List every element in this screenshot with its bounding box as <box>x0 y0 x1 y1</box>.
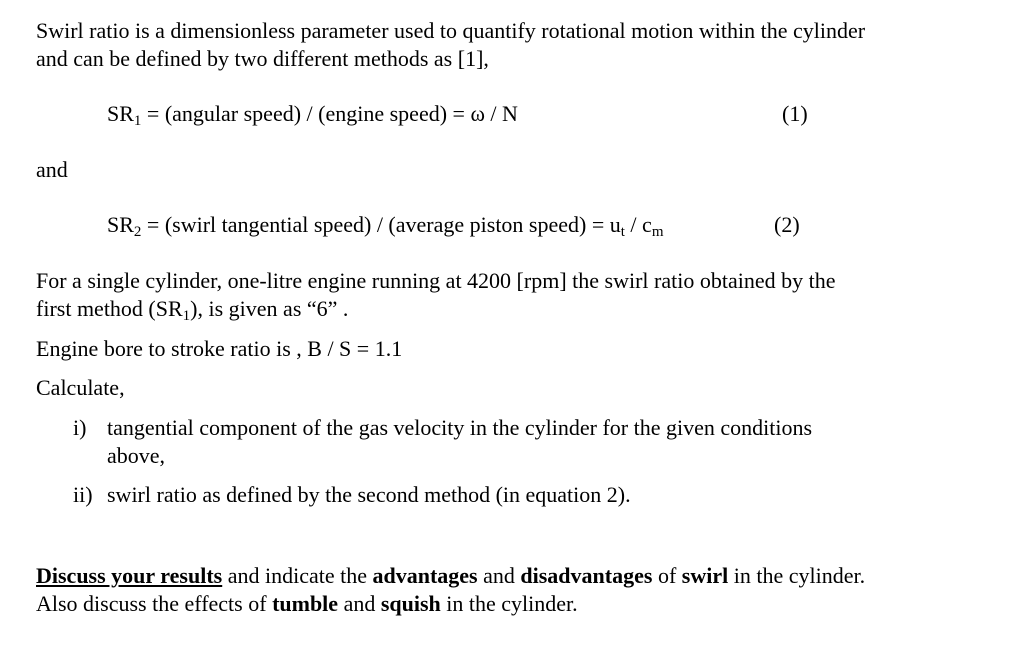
discuss-results-emphasis: Discuss your results <box>36 563 223 588</box>
task-ii-line-1: swirl ratio as defined by the second method (in equation 2). <box>107 482 631 507</box>
intro-line-1: Swirl ratio is a dimensionless parameter used to quantify rotational motion within the cylinder <box>36 18 866 43</box>
eq1-sub: 1 <box>133 113 142 129</box>
task-i-line-2: above, <box>107 443 166 468</box>
discussion-line-1 <box>36 563 865 589</box>
discussion-text-1: and indicate the <box>222 563 373 588</box>
discussion-text-3: of <box>652 563 682 588</box>
equation-2 <box>107 212 663 241</box>
equation-1 <box>107 101 518 130</box>
eq1-body: = (angular speed) / (engine speed) = <box>141 101 471 126</box>
discussion-text-5: Also discuss the effects of <box>36 591 273 616</box>
eq2-body: = (swirl tangential speed) / (average piston speed) = <box>141 212 610 237</box>
swirl-emphasis: swirl <box>681 563 729 588</box>
discussion-text-2: and <box>477 563 521 588</box>
discussion-line-2 <box>36 591 578 617</box>
eq1-rhs: ω / N <box>470 101 518 126</box>
eq2-rhs-u-sub: t <box>620 224 625 240</box>
squish-emphasis: squish <box>380 591 441 616</box>
equation-2-number: (2) <box>774 212 800 237</box>
eq1-prefix: SR <box>107 101 134 126</box>
task-i-marker: i) <box>73 415 87 440</box>
eq2-rhs-u: u <box>609 212 621 237</box>
and-word: and <box>36 157 68 182</box>
problem-line-2a: first method (SR <box>36 296 183 321</box>
disadvantages-emphasis: disadvantages <box>520 563 653 588</box>
problem-line-1: For a single cylinder, one-litre engine running at 4200 [rpm] the swirl ratio obtained by the <box>36 268 836 293</box>
eq2-sub: 2 <box>133 224 142 240</box>
advantages-emphasis: advantages <box>372 563 478 588</box>
equation-1-number: (1) <box>782 101 808 126</box>
intro-line-2: and can be defined by two different methods as [1], <box>36 46 489 71</box>
problem-line-2b: ), is given as “6” . <box>190 296 349 321</box>
calculate-heading: Calculate, <box>36 375 125 400</box>
eq2-prefix: SR <box>107 212 134 237</box>
task-ii-marker: ii) <box>73 482 93 507</box>
eq2-rhs-c: / c <box>624 212 652 237</box>
task-i-line-1: tangential component of the gas velocity in the cylinder for the given conditions <box>107 415 813 440</box>
tumble-emphasis: tumble <box>272 591 339 616</box>
discussion-text-4: in the cylinder. <box>728 563 866 588</box>
problem-line-2 <box>36 296 348 325</box>
discussion-text-7: in the cylinder. <box>440 591 578 616</box>
problem-line-2-sub: 1 <box>182 308 191 324</box>
bore-stroke-ratio: Engine bore to stroke ratio is , B / S = 1.1 <box>36 336 403 361</box>
discussion-text-6: and <box>338 591 381 616</box>
eq2-rhs-c-sub: m <box>651 224 664 240</box>
